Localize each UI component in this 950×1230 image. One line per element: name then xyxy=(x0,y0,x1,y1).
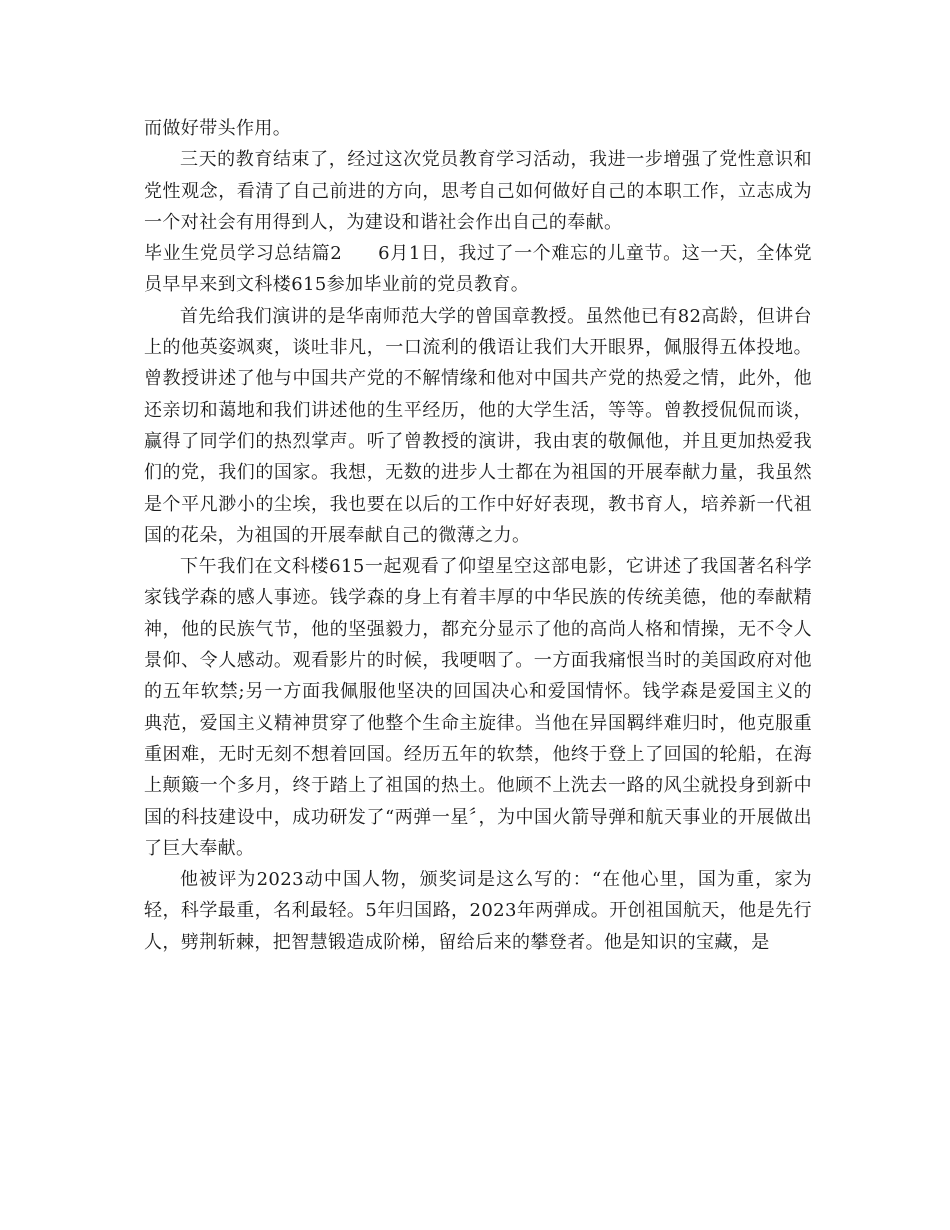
section-intro-text: 6月1日，我过了一个难忘的儿童节。这一天，全体党员早早来到文科楼615参加毕业前的党员教育。 xyxy=(144,243,812,296)
paragraph-award: 他被评为2023动中国人物，颁奖词是这么写的：“在他心里，国为重，家为轻，科学最重，名利最轻。5年归国路，2023年两弹成。开创祖国航天，他是先行人，劈荆斩棘，把智慧锻造成阶梯，留给后来的攀登者。他是知识的宝藏，是 xyxy=(144,869,812,953)
paragraph-conclusion: 三天的教育结束了，经过这次党员教育学习活动，我进一步增强了党性意识和党性观念，看清了自己前进的方向，思考自己如何做好自己的本职工作，立志成为一个对社会有用得到人，为建设和谐社会作出自己的奉献。 xyxy=(144,149,812,233)
paragraph-film: 下午我们在文科楼615一起观看了仰望星空这部电影，它讲述了我国著名科学家钱学森的感人事迹。钱学森的身上有着丰厚的中华民族的传统美德，他的奉献精神，他的民族气节，他的坚强毅力，都充分显示了他的高尚人格和情操，无不令人景仰、令人感动。观看影片的时候，我哽咽了。一方面我痛恨当时的美国政府对他的五年软禁;另一方面我佩服他坚决的回国决心和爱国情怀。钱学森是爱国主义的典范，爱国主义精神贯穿了他整个生命主旋律。当他在异国羁绊难归时，他克服重重困难，无时无刻不想着回国。经历五年的软禁，他终于登上了回国的轮船，在海上颠簸一个多月，终于踏上了祖国的热土。他顾不上洗去一路的风尘就投身到新中国的科技建设中，成功研发了“两弹一星〞，为中国火箭导弹和航天事业的开展做出了巨大奉献。 xyxy=(144,556,812,859)
section-heading: 毕业生党员学习总结篇2 xyxy=(144,243,343,265)
paragraph-lecture: 首先给我们演讲的是华南师范大学的曾国章教授。虽然他已有82高龄，但讲台上的他英姿飒爽，谈吐非凡，一口流利的俄语让我们大开眼界，佩服得五体投地。曾教授讲述了他与中国共产党的不解情缘和他对中国共产党的热爱之情，此外，他还亲切和蔼地和我们讲述他的生平经历，他的大学生活，等等。曾教授侃侃而谈，赢得了同学们的热烈掌声。听了曾教授的演讲，我由衷的敬佩他，并且更加热爱我们的党，我们的国家。我想，无数的进步人士都在为祖国的开展奉献力量，我虽然是个平凡渺小的尘埃，我也要在以后的工作中好好表现，教书育人，培养新一代祖国的花朵，为祖国的开展奉献自己的微薄之力。 xyxy=(144,305,812,546)
paragraph-continuation: 而做好带头作用。 xyxy=(144,118,292,139)
document-body xyxy=(144,113,812,958)
paragraph-section-start xyxy=(144,238,812,301)
